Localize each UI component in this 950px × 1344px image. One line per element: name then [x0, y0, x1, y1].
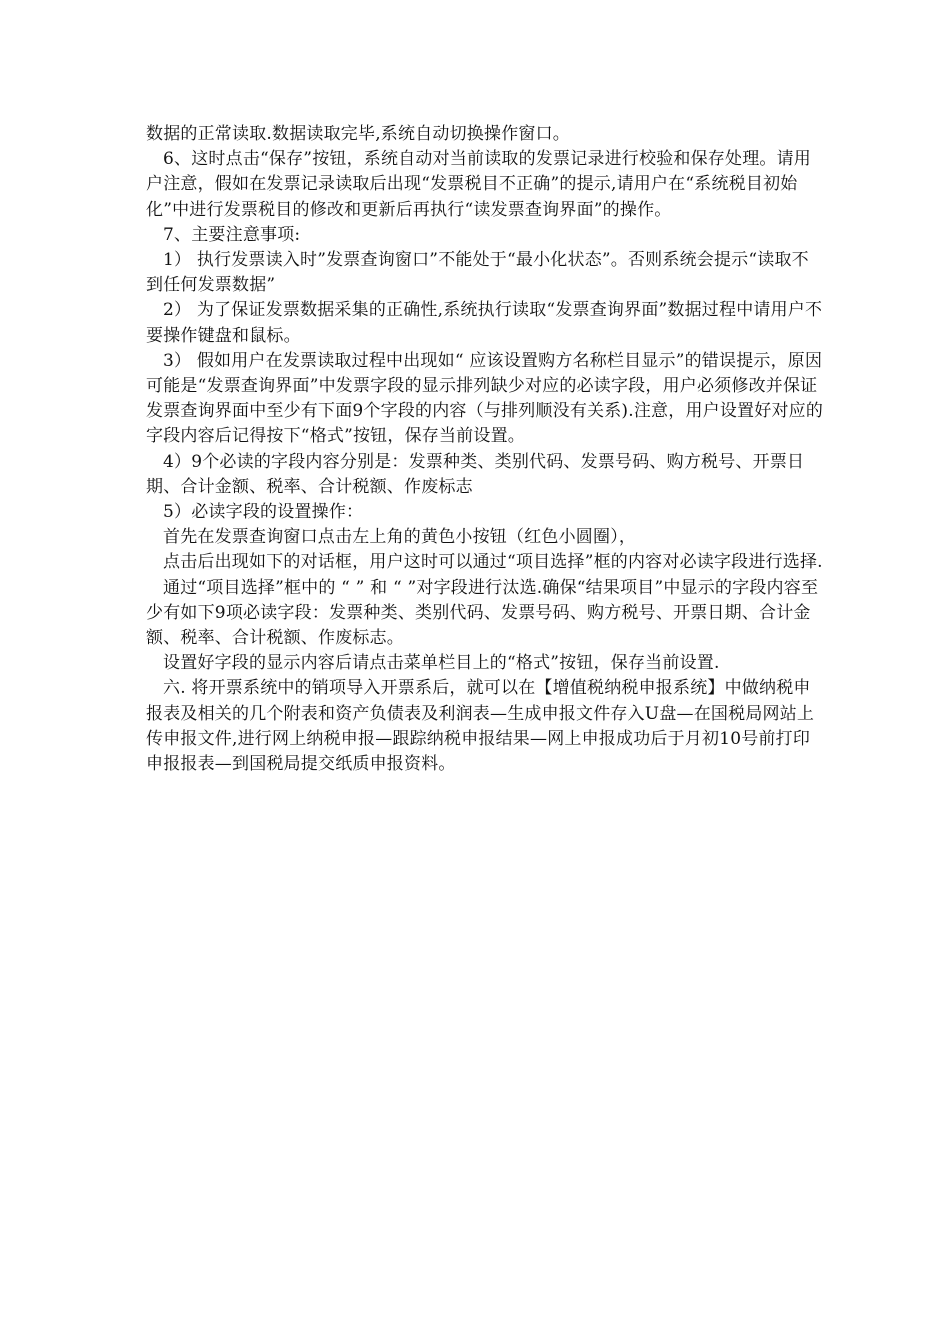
paragraph-dialog-appears: 点击后出现如下的对话框，用户这时可以通过“项目选择”框的内容对必读字段进行选择.: [163, 552, 823, 573]
paragraph-field-selection: 通过“项目选择”框中的 “ ” 和 “ ”对字段进行汰选.确保“结果项目”中显示的字段内容至少有如下9项必读字段：发票种类、类别代码、发票号码、购方税号、开票日期、合计金额、税率、合计税额、作废标志。: [146, 577, 819, 649]
paragraph-step-7-heading: 7、主要注意事项:: [163, 224, 301, 245]
paragraph-step-click-button: 首先在发票查询窗口点击左上角的黄色小按钮（红色小圆圈），: [163, 527, 637, 548]
paragraph-note-3: 3） 假如用户在发票读取过程中出现如“ 应该设置购方名称栏目显示”的错误提示，原因可能是“发票查询界面”中发票字段的显示排列缺少对应的必读字段，用户必须修改并保证发票查询界面中至少有下面9个字段的内容（与排列顺没有关系).注意，用户设置好对应的字段内容后记得按下“格式”按钮，保存当前设置。: [146, 350, 824, 447]
paragraph-save-settings: 设置好字段的显示内容后请点击菜单栏目上的“格式”按钮，保存当前设置.: [163, 653, 720, 674]
paragraph-step-6: 6、这时点击“保存”按钮，系统自动对当前读取的发票记录进行校验和保存处理。请用户注意，假如在发票记录读取后出现“发票税目不正确”的提示,请用户在“系统税目初始化”中进行发票税目的修改和更新后再执行“读发票查询界面”的操作。: [146, 149, 811, 220]
paragraph-note-2: 2） 为了保证发票数据采集的正确性,系统执行读取“发票查询界面”数据过程中请用户不要操作键盘和鼠标。: [146, 300, 823, 346]
paragraph-data-reading: 数据的正常读取.数据读取完毕,系统自动切换操作窗口。: [146, 124, 571, 144]
document-body: [146, 122, 826, 777]
paragraph-note-1: 1） 执行发票读入时”发票查询窗口”不能处于“最小化状态”。否则系统会提示“读取不到任何发票数据”: [146, 250, 809, 296]
paragraph-note-4: 4）9个必读的字段内容分别是：发票种类、类别代码、发票号码、购方税号、开票日期、合计金额、税率、合计税额、作废标志: [146, 451, 805, 497]
paragraph-note-5: 5）必读字段的设置操作：: [163, 502, 364, 523]
paragraph-section-6: 六. 将开票系统中的销项导入开票系后，就可以在【增值税纳税申报系统】中做纳税申报表及相关的几个附表和资产负债表及利润表—生成申报文件存入U盘—在国税局网站上传申报文件,进行网上纳税申报—跟踪纳税申报结果—网上申报成功后于月初10号前打印申报报表—到国税局提交纸质申报资料。: [146, 678, 815, 775]
